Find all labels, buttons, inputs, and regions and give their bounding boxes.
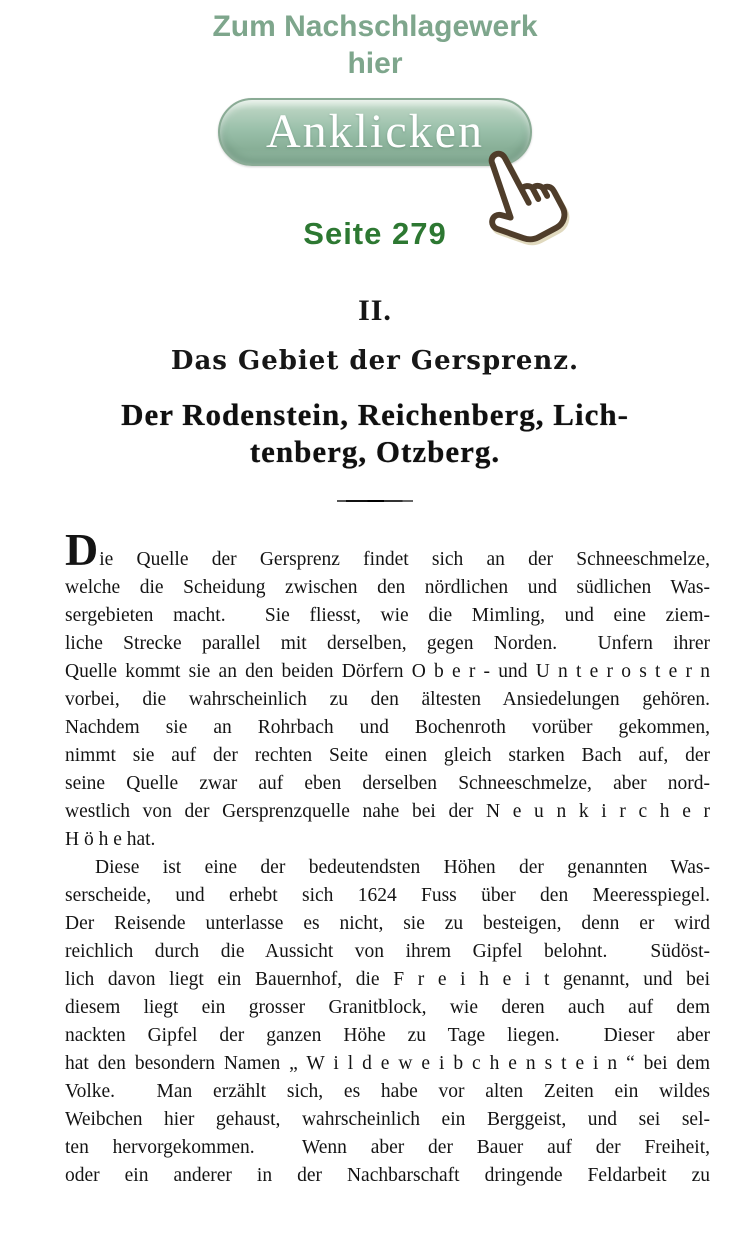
section-title-fraktur: Das Gebiet der Gersprenz. (170, 346, 580, 376)
text-line: ten hervorgekommen. Wenn aber der Bauer auf der Freiheit, (65, 1137, 710, 1158)
first-line-rest: ie Quelle der Gersprenz findet sich an der Schneeschmelze, (99, 549, 710, 570)
text-line: Der Reisende unterlasse es nicht, sie zu besteigen, denn er wird (65, 913, 710, 934)
text-line: nackten Gipfel der ganzen Höhe zu Tage liegen. Dieser aber (65, 1025, 710, 1046)
promo-header (0, 0, 750, 252)
text-line: nimmt sie auf der rechten Seite einen gleich starken Bach auf, der (65, 745, 710, 766)
text-line: Nachdem sie an Rohrbach und Bochenroth vorüber gekommen, (65, 717, 710, 738)
main-title-line1: Der Rodenstein, Reichenberg, Lich- (121, 397, 629, 432)
text-line: Diese ist eine der bedeutendsten Höhen der genannten Was- (95, 857, 710, 878)
text-line: liche Strecke parallel mit derselben, gegen Norden. Unfern ihrer (65, 633, 710, 654)
paragraph-1 (65, 524, 710, 854)
text-line: Quelle kommt sie an den beiden Dörfern O b e r - und U n t e r o s t e r n (65, 661, 710, 682)
text-line: sergebieten macht. Sie fliesst, wie die Mimling, und eine ziem- (65, 605, 710, 626)
body-text (65, 524, 710, 1190)
text-line: vorbei, die wahrscheinlich zu den ältesten Ansiedelungen gehören. (65, 689, 710, 710)
text-line: serscheide, und erhebt sich 1624 Fuss über den Meeresspiegel. (65, 885, 710, 906)
text-line: reichlich durch die Aussicht von ihrem Gipfel belohnt. Südöst- (65, 941, 710, 962)
reference-link-line2[interactable]: hier (347, 47, 403, 80)
paragraph-1-lines (65, 574, 710, 854)
book-page-scan (0, 294, 750, 1190)
main-title (0, 396, 750, 470)
text-line: Weibchen hier gehaust, wahrscheinlich ein Berggeist, und sei sel- (65, 1109, 710, 1130)
paragraph-2 (65, 854, 710, 1190)
hand-cursor-icon (470, 144, 582, 262)
chapter-numeral: II. (358, 294, 392, 327)
text-line: H ö h e hat. (65, 829, 156, 850)
paragraph-2-lines (65, 854, 710, 1190)
text-line: welche die Scheidung zwischen den nördlichen und südlichen Was- (65, 577, 710, 598)
main-title-line2: tenberg, Otzberg. (249, 434, 501, 469)
text-line: lich davon liegt ein Bauernhof, die F r e i h e i t genannt, und bei (65, 969, 710, 990)
ornamental-divider (337, 500, 413, 502)
page-number-label: Seite 279 (303, 216, 447, 251)
reference-link[interactable] (0, 0, 750, 82)
text-line: diesem liegt ein grosser Granitblock, wie deren auch auf dem (65, 997, 710, 1018)
anklicken-button[interactable]: Anklicken (218, 98, 532, 166)
text-line: westlich von der Gersprenzquelle nahe bei der N e u n k i r c h e r (65, 801, 710, 822)
text-line-dropcap (65, 524, 710, 575)
text-line: seine Quelle zwar auf eben derselben Schneeschmelze, aber nord- (65, 773, 710, 794)
dropcap-initial: D (65, 524, 100, 575)
text-line: Volke. Man erzählt sich, es habe vor alten Zeiten ein wildes (65, 1081, 710, 1102)
text-line: hat den besondern Namen „ W i l d e w e i b c h e n s t e i n “ bei dem (65, 1053, 710, 1074)
reference-link-line1[interactable]: Zum Nachschlagewerk (212, 10, 538, 43)
anklicken-button-wrap (218, 98, 532, 166)
text-line: oder ein anderer in der Nachbarschaft dringende Feldarbeit zu (65, 1165, 710, 1186)
